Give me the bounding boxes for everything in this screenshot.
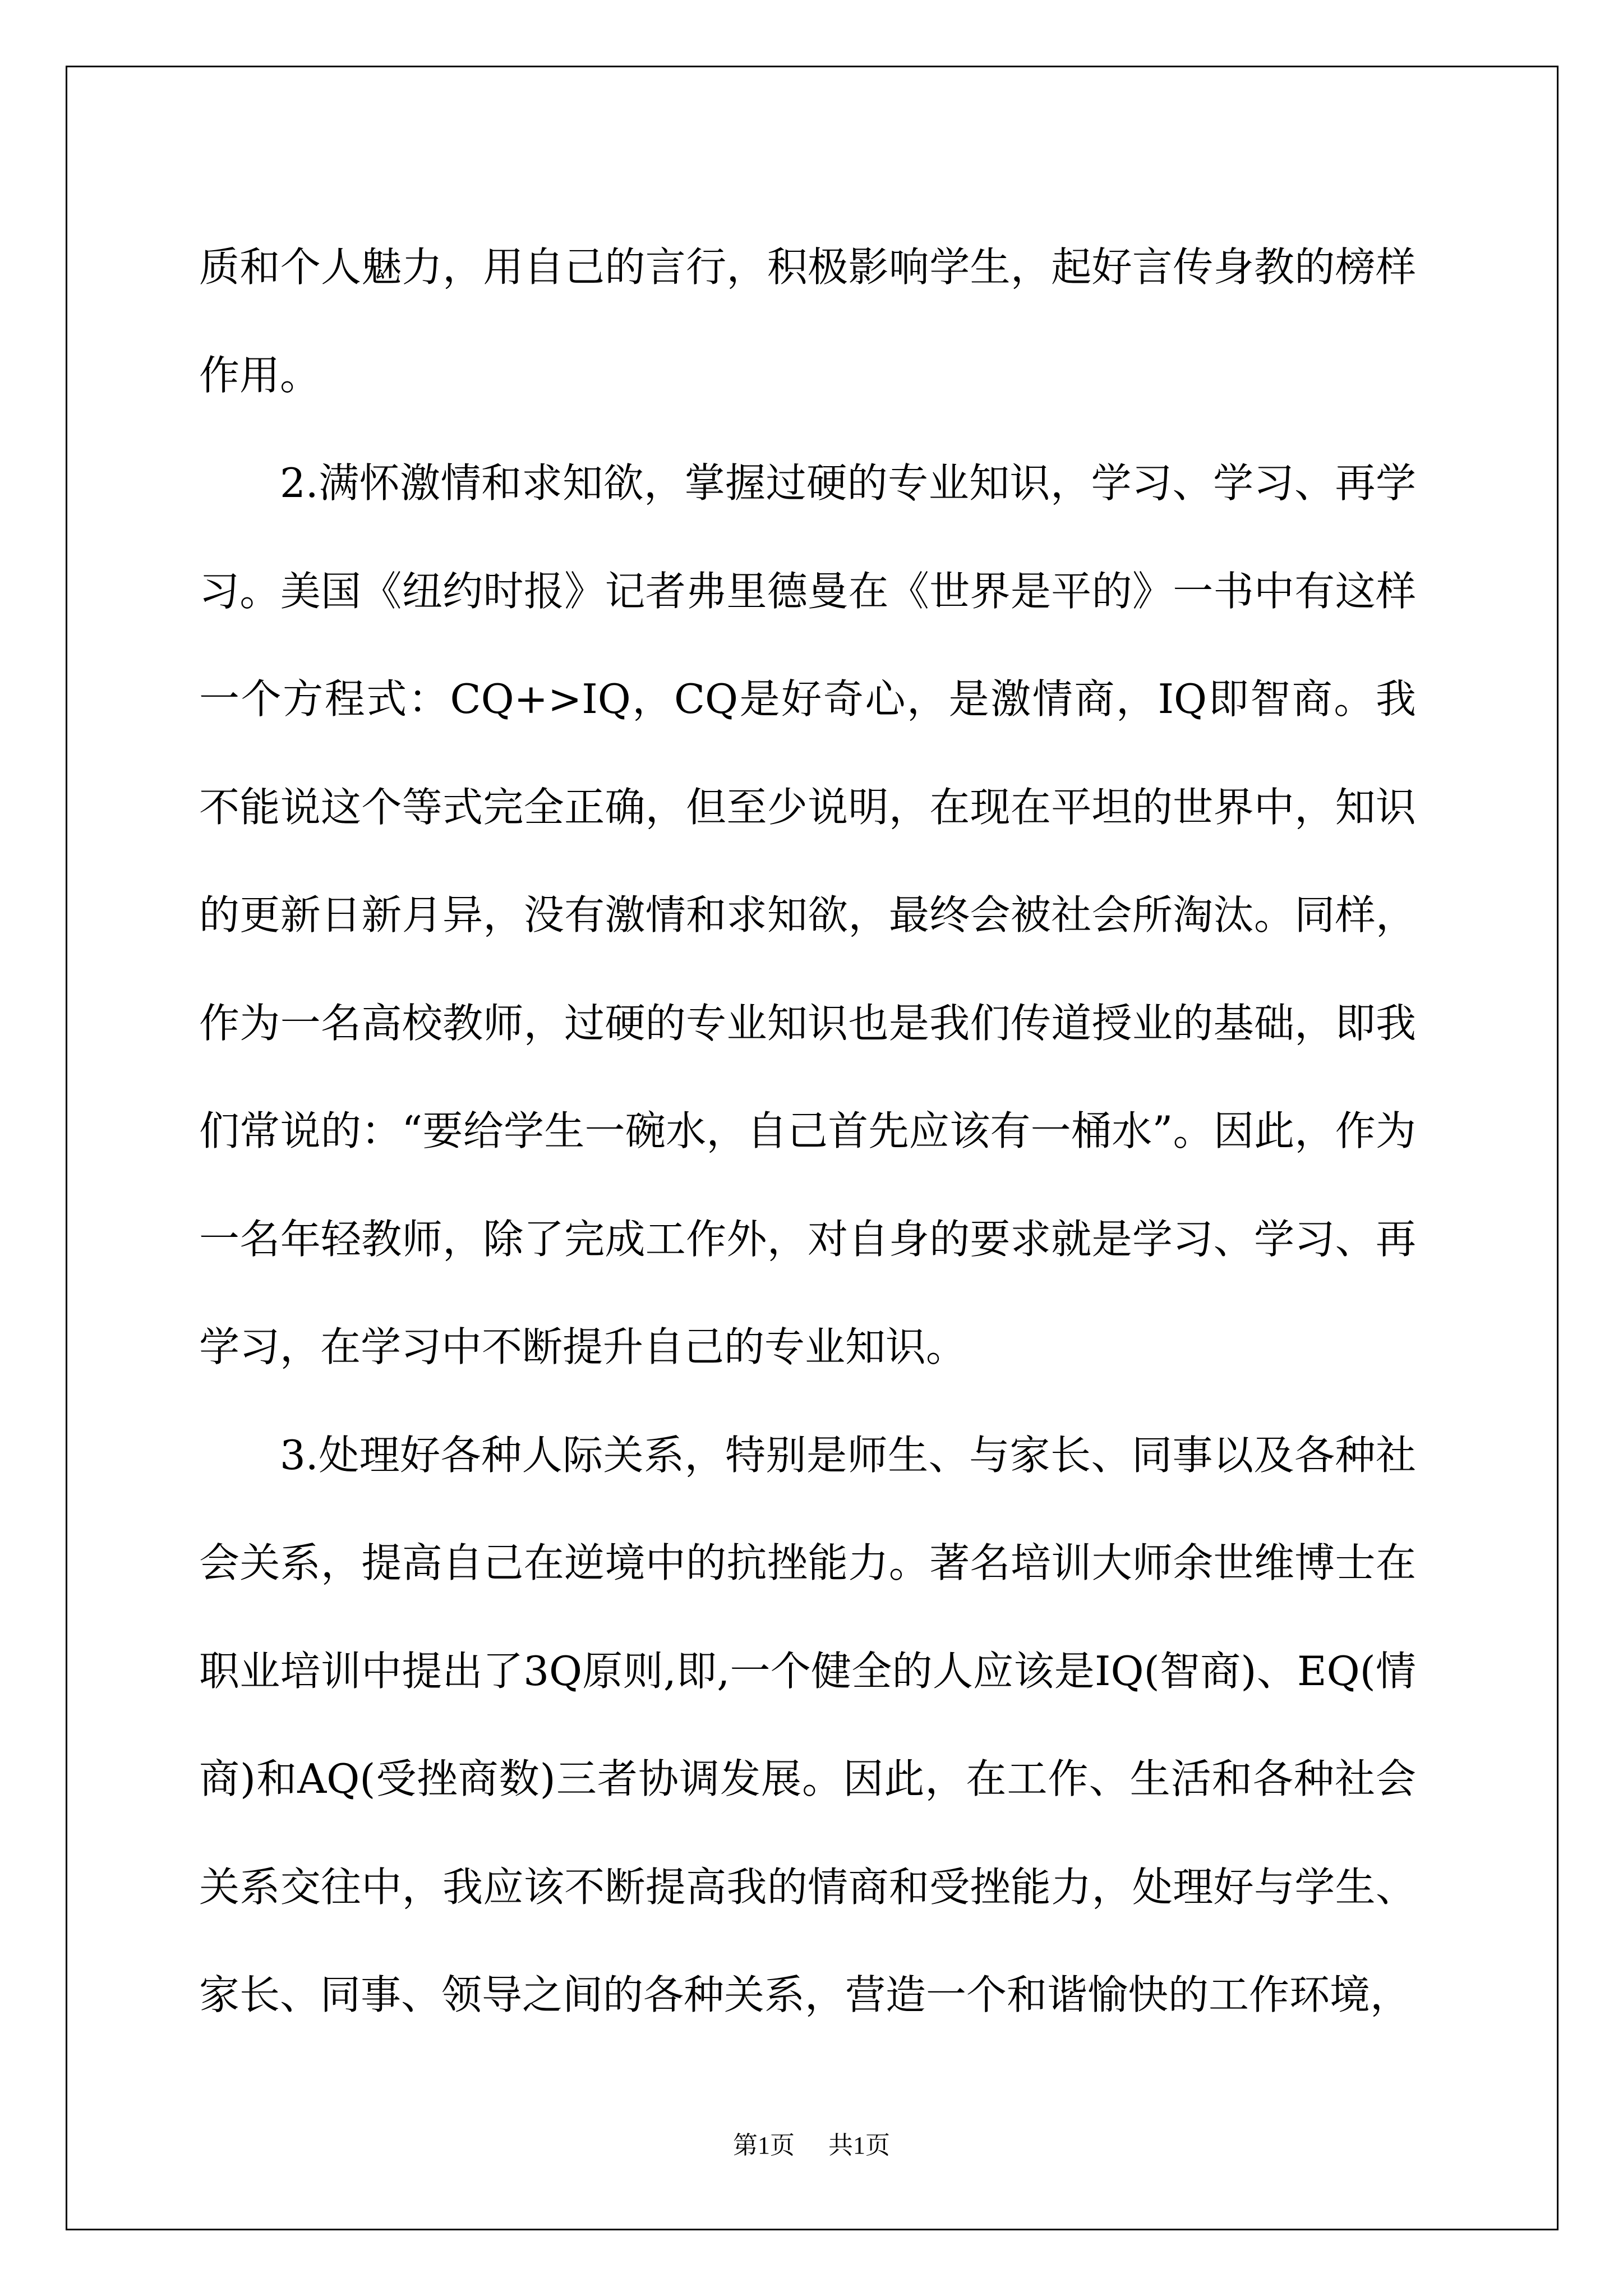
document-body [199, 213, 1416, 2049]
total-pages: 共1页 [828, 2132, 890, 2159]
page-number: 第1页 [733, 2132, 795, 2159]
paragraph-1: 质和个人魅力，用自己的言行，积极影响学生，起好言传身教的榜样作用。 [199, 243, 1416, 399]
page-footer [0, 2129, 1623, 2162]
paragraph-2: 2.满怀激情和求知欲，掌握过硬的专业知识，学习、学习、再学习。美国《纽约时报》记者弗里德曼在《世界是平的》一书中有这样一个方程式：CQ+>IQ，CQ是好奇心，是激情商，IQ即智商。我不能说这个等式完全正确，但至少说明，在现在平坦的世界中，知识的更新日新月异，没有激情和求知欲，最终会被社会所淘汰。同样，作为一名高校教师，过硬的专业知识也是我们传道授业的基础，即我们常说的：“要给学生一碗水，自己首先应该有一桶水”。因此，作为一名年轻教师，除了完成工作外，对自身的要求就是学习、学习、再学习，在学习中不断提升自己的专业知识。 [199, 459, 1416, 1370]
paragraph-3: 3.处理好各种人际关系，特别是师生、与家长、同事以及各种社会关系，提高自己在逆境中的抗挫能力。著名培训大师余世维博士在职业培训中提出了3Q原则,即,一个健全的人应该是IQ(智商)、EQ(情商)和AQ(受挫商数)三者协调发展。因此，在工作、生活和各种社会关系交往中，我应该不断提高我的情商和受挫能力，处理好与学生、家长、同事、领导之间的各种关系，营造一个和谐愉快的工作环境， [199, 1431, 1416, 2018]
